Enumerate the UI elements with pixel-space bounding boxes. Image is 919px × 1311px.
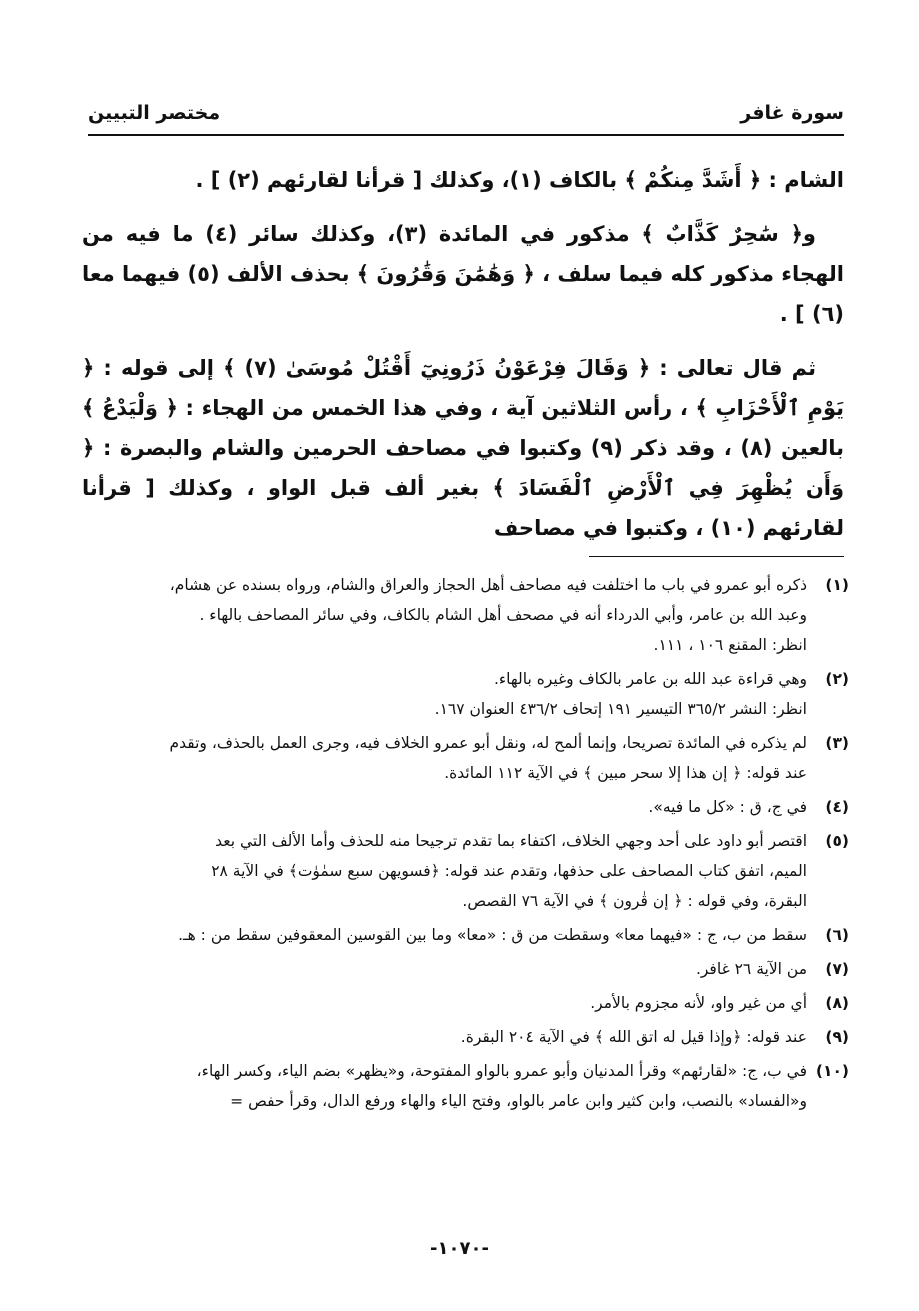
footnote-text [70,1022,807,1052]
footnote-divider [589,556,844,557]
footnote-number: (٣) [825,734,849,752]
footnote-line: و«الفساد» بالنصب، وابن كثير وابن عامر بالواو، وفتح الياء والهاء ورفع الدال، وقرأ حفص = [230,1092,807,1110]
footnote-number: (٢) [825,670,849,688]
footnote-text [70,570,807,660]
footnote-line: من الآية ٢٦ غافر. [695,960,807,978]
footnote-number: (٩) [825,1028,849,1046]
footnote-line: في ج، ق : «كل ما فيه». [648,798,807,816]
paragraph-2: و﴿ سَٰحِرٌ كَذَّابٌ ﴾ مذكور في المائدة (٣)، وكذلك سائر (٤) ما فيه من الهجاء مذكور كله فيما سلف ، ﴿ وَهَٰمَٰنَ وَقَٰرُونَ ﴾ بحذف الألف (٥) فيهما معا (٦) ] . [82,222,844,326]
footnote-number: (١) [825,576,849,594]
footnote [70,1056,849,1116]
footnote-text [70,792,807,822]
footnote-text [70,954,807,984]
footnote [70,792,849,822]
footnote-number: (٥) [825,832,849,850]
footnote [70,954,849,984]
footnote [70,826,849,916]
footnote-line: اقتصر أبو داود على أحد وجهي الخلاف، اكتفاء بما تقدم ترجيحا منه للحذف وأما الألف التي بعد [215,832,807,850]
footnote [70,728,849,788]
footnote-text [70,664,807,724]
footnote [70,988,849,1018]
footnote-number: (١٠) [815,1062,849,1080]
footnote-text [70,920,807,950]
footnote-line: أي من غير واو، لأنه مجزوم بالأمر. [590,994,807,1012]
footnote-line: عند قوله: ﴿ إن هذا إلا سحر مبين ﴾ في الآية ١١٢ المائدة. [444,764,807,782]
footnote-number: (٨) [825,994,849,1012]
footnote [70,570,849,660]
book-title: مختصر التبيين [88,102,221,124]
footnotes [70,570,849,1120]
footnote-line: الميم، اتفق كتاب المصاحف على حذفها، وتقدم عند قوله: ﴿فسويهن سبع سمٰوٰت﴾ في الآية ٢٨ [211,862,807,880]
footnote-line: عند قوله: ﴿وإذا قيل له اتق الله ﴾ في الآية ٢٠٤ البقرة. [460,1028,807,1046]
footnote-number: (٧) [825,960,849,978]
paragraph-1: الشام : ﴿ أَشَدَّ مِنكُمْ ﴾ بالكاف (١)، وكذلك [ قرأنا لقارئهم (٢) ] . [195,168,844,192]
footnote-line: انظر: النشر ٣٦٥/٢ التيسير ١٩١ إتحاف ٤٣٦/٢ العنوان ١٦٧. [434,700,807,718]
footnote-text [70,1056,807,1116]
page-number: -١٠٧٠- [430,1238,489,1259]
footnote [70,1022,849,1052]
footnote-text [70,988,807,1018]
footnote-text [70,728,807,788]
footnote [70,664,849,724]
footnote-line: وعبد الله بن عامر، وأبي الدرداء أنه في مصحف أهل الشام بالكاف، وفي سائر المصاحف بالهاء . [199,606,807,624]
footnote-line: ذكره أبو عمرو في باب ما اختلفت فيه مصاحف أهل الحجاز والعراق والشام، ورواه بسنده عن هشام، [169,576,807,594]
footnote-number: (٤) [825,798,849,816]
footnote-line: لم يذكره في المائدة تصريحا، وإنما ألمح له، ونقل أبو عمرو الخلاف فيه، وجرى العمل بالحذف، وتقدم [169,734,807,752]
surah-title: سورة غافر [740,102,844,124]
footnote-line: سقط من ب، ج : «فيهما معا» وسقطت من ق : «معا» وما بين القوسين المعقوفين سقط من : هـ. [178,926,807,944]
footnote-line: انظر: المقنع ١٠٦ ، ١١١. [653,636,807,654]
running-header [88,92,844,136]
footnote-number: (٦) [825,926,849,944]
footnote-line: وهي قراءة عبد الله بن عامر بالكاف وغيره بالهاء. [493,670,807,688]
paragraph-3: ثم قال تعالى : ﴿ وَقَالَ فِرْعَوْنُ ذَرُونِيٓ أَقْتُلْ مُوسَىٰ (٧) ﴾ إلى قوله : ﴿ يَوْمِ ٱلْأَحْزَابِ ﴾ ، رأس الثلاثين آية ، وفي هذا الخمس من الهجاء : ﴿ وَلْيَدْعُ ﴾ بالعين (٨) ، وقد ذكر (٩) وكتبوا في مصاحف الحرمين والشام والبصرة : ﴿ وَأَن يُظْهِرَ فِي ٱلْأَرْضِ ٱلْفَسَادَ ﴾ بغير ألف قبل الواو ، وكذلك [ قرأنا لقارئهم (١٠) ، وكتبوا في مصاحف [82,356,845,540]
main-text [82,160,844,562]
footnote-line: في ب، ج: «لقارئهم» وقرأ المدنيان وأبو عمرو بالواو المفتوحة، و«يظهر» بضم الياء، وكسر الهاء، [196,1062,807,1080]
footnote-line: البقرة، وفي قوله : ﴿ إن قٰرون ﴾ في الآية ٧٦ القصص. [462,892,807,910]
footnote-text [70,826,807,916]
footnote [70,920,849,950]
